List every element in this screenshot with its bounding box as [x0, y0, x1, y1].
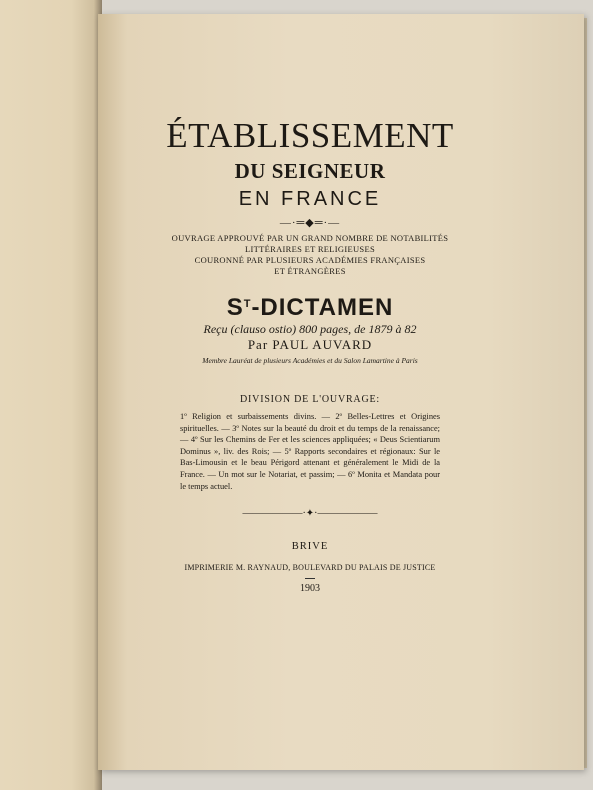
received-line: Reçu (clauso ostio) 800 pages, de 1879 à 82 [203, 322, 417, 336]
ornament-divider: —·═◆═·— [279, 217, 341, 229]
title-line-3: EN FRANCE [238, 188, 382, 210]
pen-name-rest: -DICTAMEN [251, 294, 394, 321]
pen-name [160, 291, 460, 321]
approval-line-3: COURONNÉ PAR PLUSIEURS ACADÉMIES FRANÇAISES [194, 255, 426, 265]
city: BRIVE [291, 541, 329, 553]
pen-name-sup: T [243, 298, 252, 310]
pen-name-prefix: S [226, 294, 244, 321]
member-line: Membre Lauréat de plusieurs Académies et du Salon Lamartine à Paris [202, 356, 418, 365]
approval-line-1: OUVRAGE APPROUVÉ PAR UN GRAND NOMBRE DE NOTABILITÉS [171, 233, 449, 243]
approval-line-4: ET ÉTRANGÈRES [274, 266, 346, 276]
division-text: 1º Religion et surbaissements divins. — 2º Belles-Lettres et Origines spirituelles. — 3º Notes sur la beauté du droit et du temps de la renaissance; — 4º Sur les Chemins de Fer et les sciences appliquées; « Deus Scientiarum Dominus », liv. des Rois; — 5º Rapports secondaires et régionaux: Sur le Bas-Limousin et le beau Périgord attenant et généralement le Midi de la France. — Un mot sur le Notariat, et passim; — 6º Monita et Mandata pour le temps actuel. [180, 412, 440, 491]
approval-line-2: LITTÉRAIRES ET RELIGIEUSES [245, 244, 375, 254]
approval-text [160, 233, 460, 277]
author-line: Par PAUL AUVARD [247, 337, 373, 352]
division-title: DIVISION DE L'OUVRAGE: [240, 394, 380, 405]
short-rule [305, 578, 315, 579]
title-line-2: DU SEIGNEUR [234, 159, 386, 183]
year: 1903 [300, 583, 320, 595]
left-page [0, 0, 102, 790]
title-line-1: ÉTABLISSEMENT [166, 116, 454, 155]
title-page-content [160, 115, 460, 595]
printer-line: IMPRIMERIE M. RAYNAUD, BOULEVARD DU PALAIS DE JUSTICE [184, 563, 436, 573]
ornament-divider-2: ——————·✦·—————— [242, 508, 378, 520]
